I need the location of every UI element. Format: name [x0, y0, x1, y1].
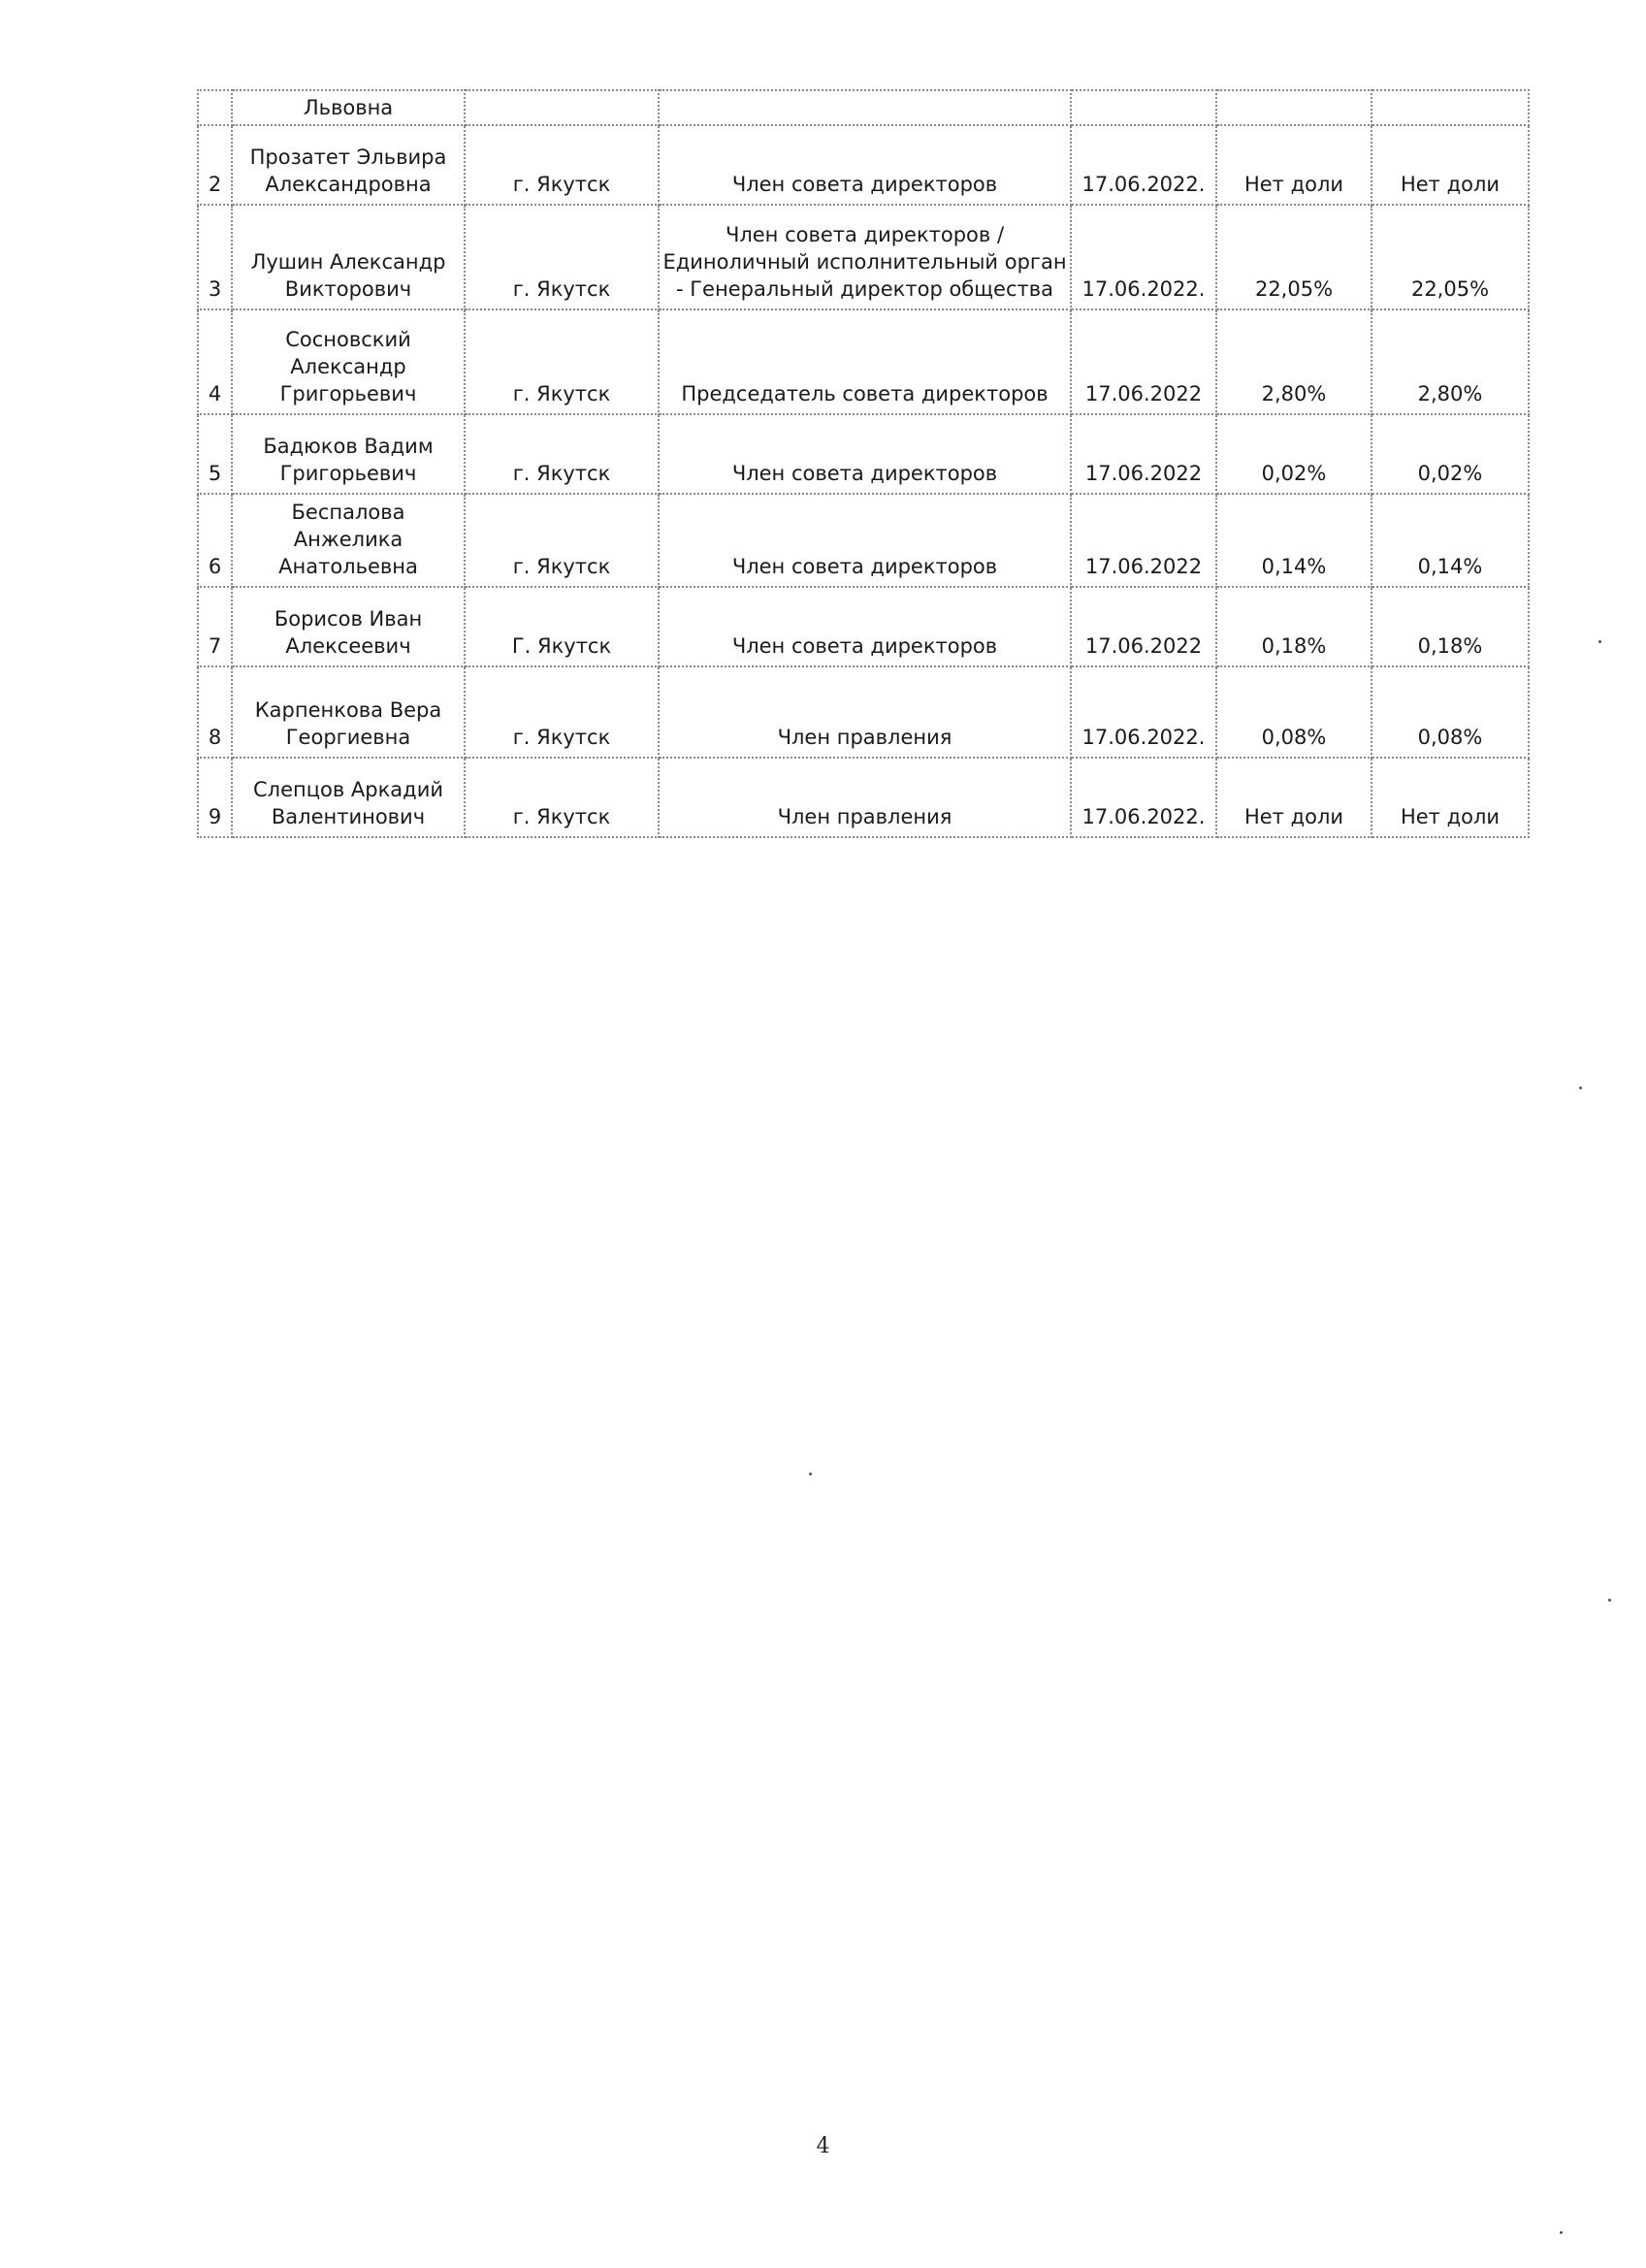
place-cell: Г. Якутск — [465, 587, 659, 666]
role-cell: Член совета директоров — [659, 125, 1071, 205]
date-cell: 17.06.2022. — [1071, 205, 1216, 309]
num-cell: 4 — [198, 309, 232, 414]
num-cell: 2 — [198, 125, 232, 205]
scan-speck — [1608, 1599, 1611, 1602]
share-cell: 0,18% — [1372, 587, 1529, 666]
page-number: 4 — [816, 2134, 830, 2158]
share-cell: 0,14% — [1372, 494, 1529, 587]
share-cell: 0,18% — [1216, 587, 1372, 666]
role-cell: Председатель совета директоров — [659, 309, 1071, 414]
role-cell: Член совета директоров — [659, 587, 1071, 666]
role-cell — [659, 90, 1071, 125]
role-cell: Член совета директоров — [659, 414, 1071, 494]
role-cell: Член правления — [659, 666, 1071, 758]
num-cell: 9 — [198, 758, 232, 837]
share-cell — [1372, 90, 1529, 125]
date-cell: 17.06.2022 — [1071, 494, 1216, 587]
date-cell — [1071, 90, 1216, 125]
num-cell: 5 — [198, 414, 232, 494]
share-cell: 22,05% — [1372, 205, 1529, 309]
table-row — [198, 587, 1529, 666]
name-cell: Лушин Александр Викторович — [232, 205, 465, 309]
name-cell: Львовна — [232, 90, 465, 125]
role-cell: Член совета директоров / Единоличный исполнительный орган - Генеральный директор общества — [659, 205, 1071, 309]
share-cell: 0,08% — [1372, 666, 1529, 758]
name-cell: Сосновский Александр Григорьевич — [232, 309, 465, 414]
table-row — [198, 758, 1529, 837]
date-cell: 17.06.2022 — [1071, 414, 1216, 494]
scan-speck — [809, 1473, 812, 1475]
date-cell: 17.06.2022 — [1071, 587, 1216, 666]
share-cell: 2,80% — [1216, 309, 1372, 414]
share-cell: Нет доли — [1216, 125, 1372, 205]
shareholders-table — [197, 89, 1530, 838]
share-cell: Нет доли — [1372, 125, 1529, 205]
share-cell: 0,08% — [1216, 666, 1372, 758]
date-cell: 17.06.2022 — [1071, 309, 1216, 414]
date-cell: 17.06.2022. — [1071, 758, 1216, 837]
place-cell: г. Якутск — [465, 666, 659, 758]
share-cell: 0,02% — [1216, 414, 1372, 494]
place-cell: г. Якутск — [465, 758, 659, 837]
name-cell: Прозатет Эльвира Александровна — [232, 125, 465, 205]
share-cell: 0,14% — [1216, 494, 1372, 587]
share-cell: Нет доли — [1372, 758, 1529, 837]
name-cell: Борисов Иван Алексеевич — [232, 587, 465, 666]
share-cell — [1216, 90, 1372, 125]
table-row — [198, 666, 1529, 758]
share-cell: 2,80% — [1372, 309, 1529, 414]
name-cell: Беспалова Анжелика Анатольевна — [232, 494, 465, 587]
scan-speck — [1598, 640, 1601, 643]
place-cell: г. Якутск — [465, 205, 659, 309]
table-row — [198, 414, 1529, 494]
table-row — [198, 90, 1529, 125]
name-cell: Карпенкова Вера Георгиевна — [232, 666, 465, 758]
place-cell: г. Якутск — [465, 494, 659, 587]
place-cell: г. Якутск — [465, 125, 659, 205]
share-cell: 0,02% — [1372, 414, 1529, 494]
num-cell — [198, 90, 232, 125]
num-cell: 6 — [198, 494, 232, 587]
name-cell: Слепцов Аркадий Валентинович — [232, 758, 465, 837]
role-cell: Член совета директоров — [659, 494, 1071, 587]
place-cell: г. Якутск — [465, 309, 659, 414]
date-cell: 17.06.2022. — [1071, 666, 1216, 758]
place-cell — [465, 90, 659, 125]
share-cell: Нет доли — [1216, 758, 1372, 837]
scan-speck — [1560, 2231, 1563, 2234]
table-row — [198, 205, 1529, 309]
name-cell: Бадюков Вадим Григорьевич — [232, 414, 465, 494]
num-cell: 7 — [198, 587, 232, 666]
num-cell: 8 — [198, 666, 232, 758]
date-cell: 17.06.2022. — [1071, 125, 1216, 205]
share-cell: 22,05% — [1216, 205, 1372, 309]
scan-speck — [1579, 1086, 1582, 1089]
table-row — [198, 125, 1529, 205]
table-row — [198, 309, 1529, 414]
table-row — [198, 494, 1529, 587]
num-cell: 3 — [198, 205, 232, 309]
role-cell: Член правления — [659, 758, 1071, 837]
place-cell: г. Якутск — [465, 414, 659, 494]
